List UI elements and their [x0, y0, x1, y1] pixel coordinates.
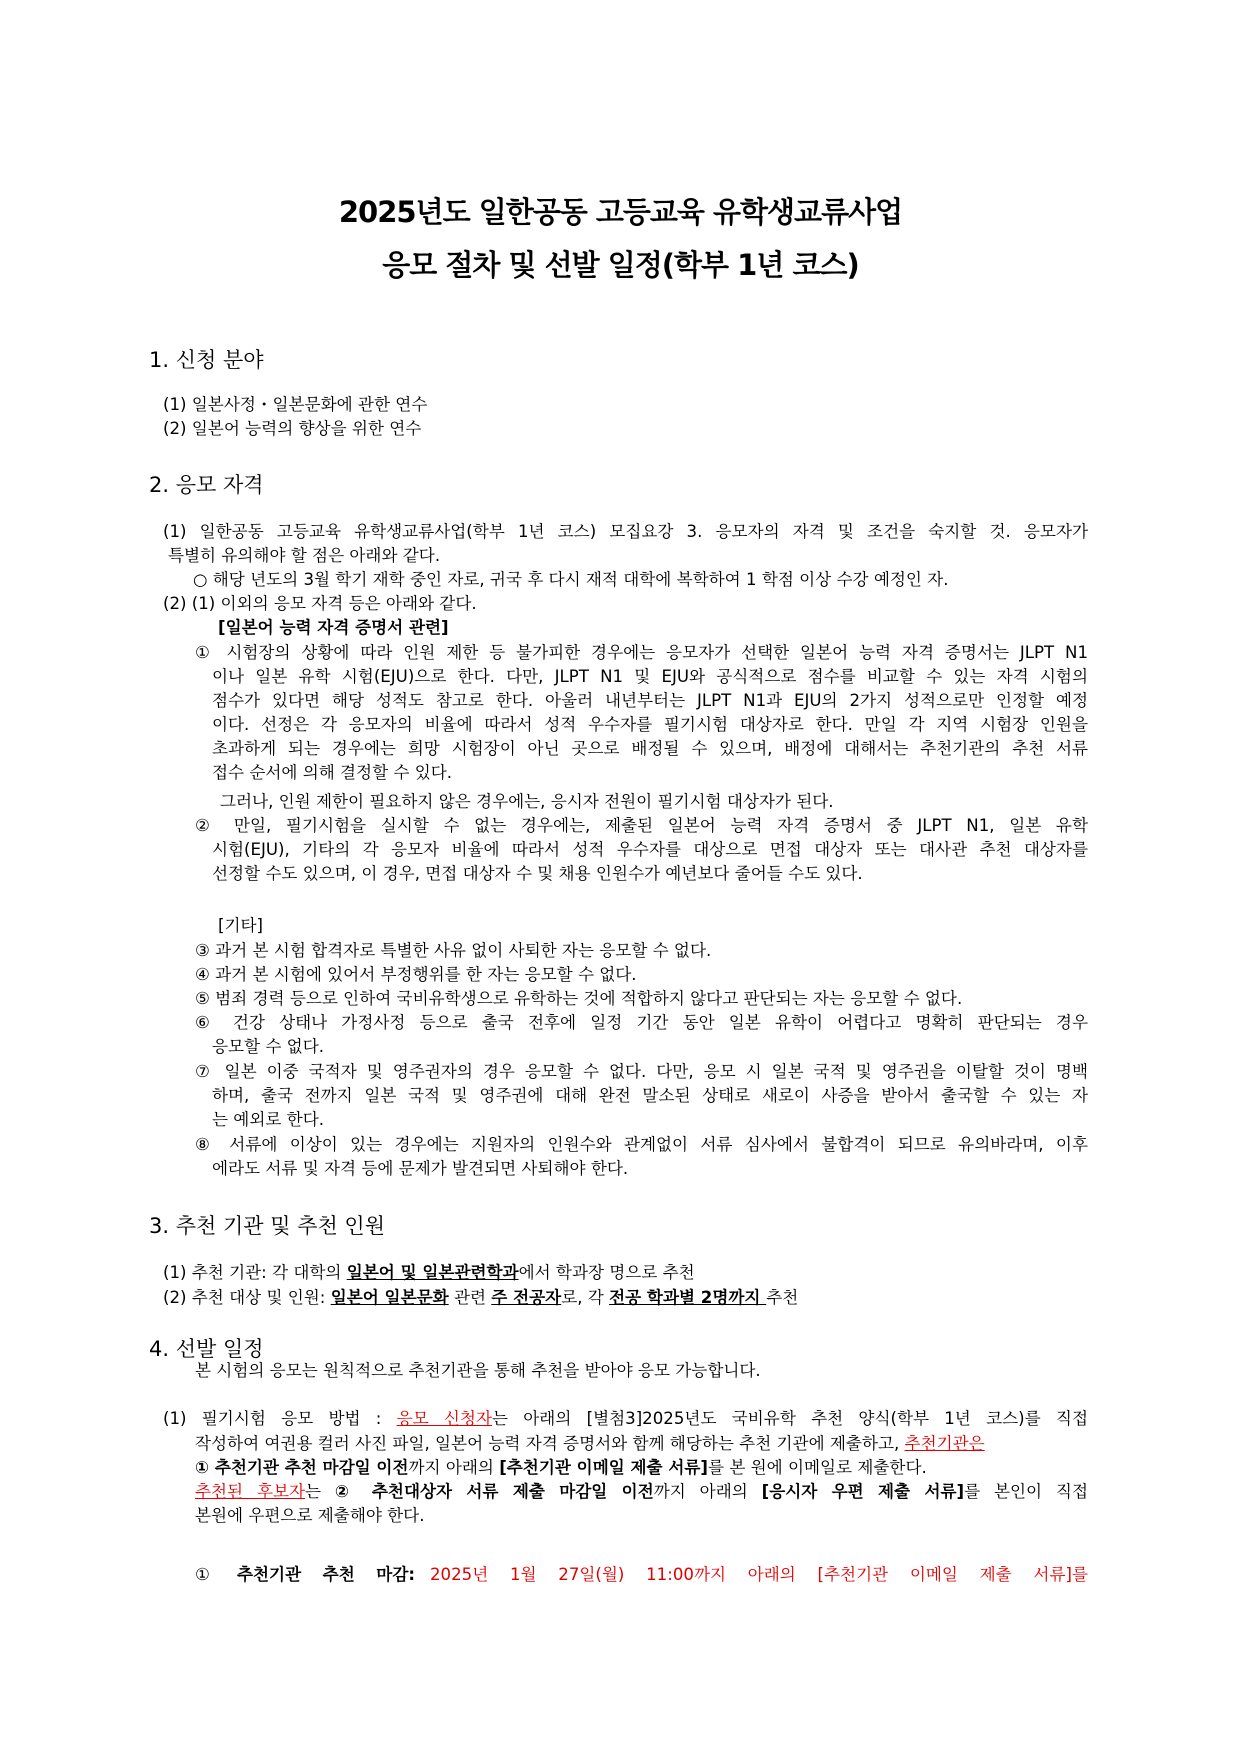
- c8-line2: 에라도 서류 및 자격 등에 문제가 발견되면 사퇴해야 한다.: [212, 1159, 629, 1178]
- s4-intro: 본 시험의 응모는 원칙적으로 추천기관을 통해 추천을 받아야 응모 가능합니다.: [195, 1361, 761, 1380]
- c6-line1: ⑥ 건강 상태나 가정사정 등으로 출국 전후에 일정 기간 동안 일본 유학이 어렵다고 명확히 판단되는 경우: [195, 1013, 1088, 1032]
- c2-line1: ② 만일, 필기시험을 실시할 수 없는 경우에는, 제출된 일본어 능력 자격 증명서 중 JLPT N1, 일본 유학: [195, 816, 1088, 835]
- c4-line: ④ 과거 본 시험에 있어서 부정행위를 한 자는 응모할 수 없다.: [195, 965, 637, 984]
- c1-line1: ① 시험장의 상황에 따라 인원 제한 등 불가피한 경우에는 응모자가 선택한 일본어 능력 자격 증명서는 JLPT N1: [195, 643, 1088, 662]
- s2-p1-line2: 특별히 유의해야 할 점은 아래와 같다.: [168, 546, 441, 565]
- s4-p1-line3: [195, 1457, 927, 1479]
- section-heading-3: 3. 추천 기관 및 추천 인원: [149, 1214, 385, 1238]
- s3-r2-text3: 로, 각: [561, 1288, 610, 1307]
- c3-line: ③ 과거 본 시험 합격자로 특별한 사유 없이 사퇴한 자는 응모할 수 없다.: [195, 941, 712, 960]
- s3-r2-highlight3: 전공 학과별 2명까지: [609, 1288, 767, 1307]
- c1-line4: 이다. 선정은 각 응모자의 비율에 따라서 성적 우수자를 필기시험 대상자로 한다. 만일 각 지역 시험장 인원을: [212, 715, 1088, 734]
- c7-line1: ⑦ 일본 이중 국적자 및 영주권자의 경우 응모할 수 없다. 다만, 응모 시 일본 국적 및 영주권을 이탈할 것이 명백: [195, 1062, 1088, 1081]
- s4-deadline-text: 2025년 1월 27일(월) 11:00까지 아래의 [추천기관 이메일 제출 서류]를: [430, 1565, 1088, 1584]
- cert-heading: [일본어 능력 자격 증명서 관련]: [218, 618, 449, 637]
- c1-line2: 이나 일본 유학 시험(EJU)으로 한다. 다만, JLPT N1 및 EJU와 공식적으로 점수를 비교할 수 있는 자격 시험의: [212, 667, 1088, 686]
- s3-r2-highlight2: 주 전공자: [491, 1288, 562, 1307]
- s2-p2-line1: (2) (1) 이외의 응모 자격 등은 아래와 같다.: [163, 594, 477, 613]
- s4-p4-text2: 까지 아래의: [653, 1482, 762, 1501]
- s4-email-docs-ref: [추천기관 이메일 제출 서류]: [499, 1458, 709, 1477]
- c8-line1: ⑧ 서류에 이상이 있는 경우에는 지원자의 인원수와 관계없이 서류 심사에서 불합격이 되므로 유의바라며, 이후: [195, 1135, 1088, 1154]
- section-heading-1: 1. 신청 분야: [149, 348, 264, 372]
- s3-r2-highlight1: 일본어 일본문화: [330, 1288, 449, 1307]
- s4-deadline-ref-1: ① 추천기관 추천 마감일 이전: [195, 1458, 409, 1477]
- s3-r1-text: (1) 추천 기관: 각 대학의: [163, 1263, 347, 1282]
- c2-line2: 시험(EJU), 기타의 각 응모자 비율에 따라서 성적 우수자를 대상으로 면접 대상자 또는 대사관 추천 대상자를: [212, 840, 1088, 859]
- s3-r1-tail: 에서 학과장 명으로 추천: [518, 1263, 695, 1282]
- s4-p4-text: 는: [305, 1482, 335, 1501]
- s2-p1-line3: ○ 해당 년도의 3월 학기 재학 중인 자로, 귀국 후 다시 재적 대학에 복학하여 1 학점 이상 수강 예정인 자.: [193, 570, 949, 589]
- c1-line5: 초과하게 되는 경우에는 희망 시험장이 아닌 곳으로 배정될 수 있으며, 배정에 대해서는 추천기관의 추천 서류: [212, 739, 1088, 758]
- c6-line2: 응모할 수 없다.: [212, 1037, 325, 1056]
- s4-p3-tail: 를 본 원에 이메일로 제출한다.: [708, 1458, 927, 1477]
- c1-line3: 점수가 있다면 해당 성적도 참고로 한다. 아울러 내년부터는 JLPT N1과 EJU의 2가지 성적으로만 인정할 예정: [212, 691, 1088, 710]
- s4-p4-tail: 를 본인이 직접: [964, 1482, 1088, 1501]
- s4-p1-line1: [163, 1408, 1088, 1430]
- s4-p1-line4: [195, 1481, 1088, 1503]
- s2-p1-line1: (1) 일한공동 고등교육 유학생교류사업(학부 1년 코스) 모집요강 3. 응모자의 자격 및 조건을 숙지할 것. 응모자가: [163, 522, 1088, 541]
- document-title-line1: 2025년도 일한공동 고등교육 유학생교류사업: [338, 195, 903, 229]
- s4-deadline-number: ①: [195, 1565, 210, 1584]
- s4-p3-text: 까지 아래의: [408, 1458, 500, 1477]
- s4-p1-line5: 본원에 우편으로 제출해야 한다.: [195, 1506, 425, 1525]
- section-heading-2: 2. 응모 자격: [149, 473, 264, 497]
- c5-line: ⑤ 범죄 경력 등으로 인하여 국비유학생으로 유학하는 것에 적합하지 않다고 판단되는 자는 응모할 수 없다.: [195, 989, 963, 1008]
- document-title-line2: 응모 절차 및 선발 일정(학부 1년 코스): [382, 248, 859, 282]
- s4-postal-docs-ref: [응시자 우편 제출 서류]: [761, 1482, 965, 1501]
- s1-item-1: (1) 일본사정・일본문화에 관한 연수: [163, 395, 428, 414]
- section-heading-4: 4. 선발 일정: [149, 1337, 264, 1361]
- s3-r1-highlight: 일본어 및 일본관련학과: [346, 1263, 519, 1282]
- s4-p2-text: 작성하여 여권용 컬러 사진 파일, 일본어 능력 자격 증명서와 함께 해당하는 추천 기관에 제출하고,: [195, 1434, 905, 1453]
- s3-recommend-target: [163, 1287, 798, 1309]
- s4-p1-line2: [195, 1433, 985, 1455]
- c7-line2: 하며, 출국 전까지 일본 국적 및 영주권에 대해 완전 말소된 상태로 새로이 사증을 받아서 출국할 수 있는 자: [212, 1086, 1088, 1105]
- s3-r2-text2: 관련: [448, 1288, 492, 1307]
- s4-org-highlight: 추천기관은: [904, 1434, 985, 1453]
- s3-r2-tail: 추천: [766, 1288, 799, 1307]
- c2-line3: 선정할 수도 있으며, 이 경우, 면접 대상자 수 및 채용 인원수가 예년보다 줄어들 수도 있다.: [212, 864, 863, 883]
- s1-item-2: (2) 일본어 능력의 향상을 위한 연수: [163, 419, 422, 438]
- c1-line6: 접수 순서에 의해 결정할 수 있다.: [212, 763, 453, 782]
- c7-line3: 는 예외로 한다.: [212, 1110, 325, 1129]
- s4-p1-tail: 는 아래의 [별첨3]2025년도 국비유학 추천 양식(학부 1년 코스)를 직접: [492, 1409, 1088, 1428]
- s3-recommend-org: [163, 1262, 695, 1284]
- s4-candidate-highlight: 추천된 후보자: [195, 1482, 306, 1501]
- s3-r2-text: (2) 추천 대상 및 인원:: [163, 1288, 331, 1307]
- etc-heading: [기타]: [218, 916, 264, 935]
- c1-note: 그러나, 인원 제한이 필요하지 않은 경우에는, 응시자 전원이 필기시험 대상자가 된다.: [220, 792, 834, 811]
- s4-applicant-highlight: 응모 신청자: [396, 1409, 492, 1428]
- s4-deadline-ref-2: ② 추천대상자 서류 제출 마감일 이전: [334, 1482, 654, 1501]
- s4-p1-text: (1) 필기시험 응모 방법 :: [163, 1409, 397, 1428]
- s4-deadline-label: 추천기관 추천 마감:: [237, 1565, 415, 1584]
